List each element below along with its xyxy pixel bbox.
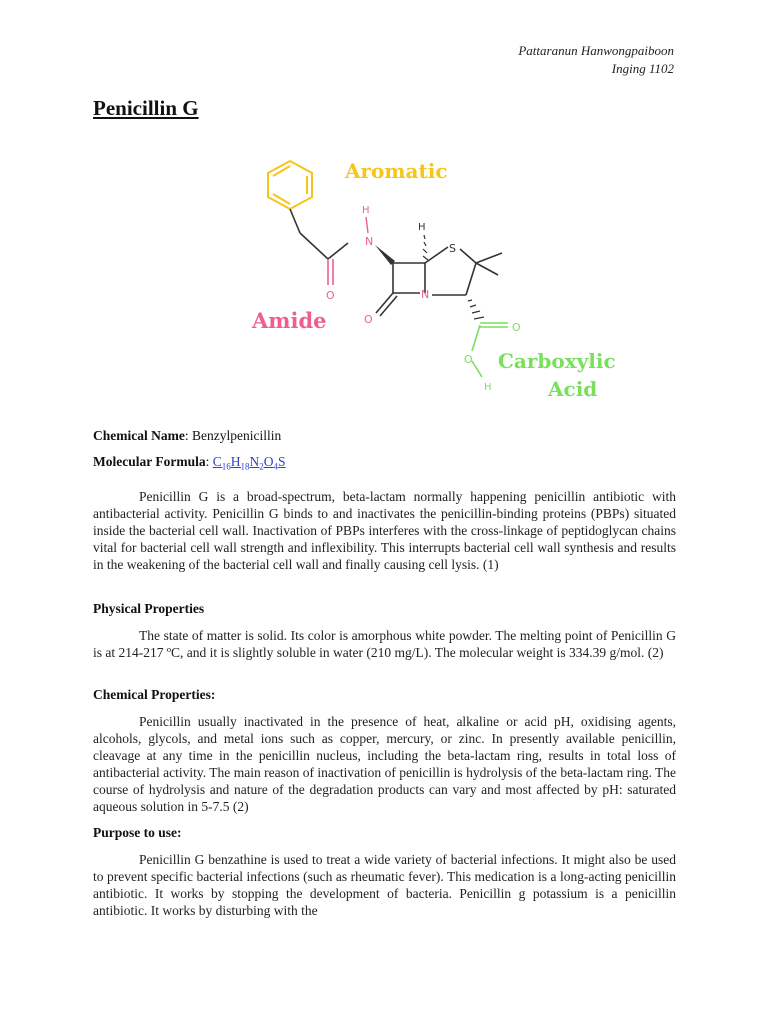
molecular-formula-row: Molecular Formula: $C_{16}H_{18}N_2O_4S$ bbox=[93, 454, 286, 472]
hashed-bond bbox=[468, 300, 484, 319]
purpose-paragraph: Penicillin G benzathine is used to treat a wide variety of bacterial infections. It might also be used to prevent specific bacterial infections (such as rheumatic fever). This medication is a long-acting penicillin antibiotic. It works by stopping the development of bacteria. Penicillin g potassium is a penicillin antibiotic. It works by disturbing with the bbox=[93, 852, 676, 918]
atom-n-amide: N bbox=[365, 235, 374, 248]
amide-bonds bbox=[328, 259, 333, 285]
purpose-heading: Purpose to use: bbox=[93, 825, 182, 840]
molecular-formula-label: Molecular Formula bbox=[93, 454, 206, 469]
thiazolidine-ring bbox=[425, 247, 502, 295]
atom-h-amide: H bbox=[362, 205, 370, 216]
course-code: Inging 1102 bbox=[611, 61, 674, 76]
atom-o-hydroxyl: O bbox=[464, 353, 473, 366]
label-aromatic: Aromatic bbox=[345, 159, 448, 183]
wedge-bond bbox=[375, 245, 395, 265]
chemical-properties-heading: Chemical Properties: bbox=[93, 687, 216, 702]
penicillin-structure-diagram bbox=[240, 135, 670, 405]
author-name: Pattaranun Hanwongpaiboon bbox=[518, 43, 674, 58]
physical-properties-paragraph: The state of matter is solid. Its color is amorphous white powder. The melting point of Penicillin G is at 214-217 ºC, and it is slightly soluble in water (210 mg/L). The molecular weight is 334.39 g/mol. (2) bbox=[93, 628, 676, 660]
label-acid: Acid bbox=[548, 377, 598, 401]
atom-o-carboxyl: O bbox=[512, 321, 521, 334]
physical-properties-heading: Physical Properties bbox=[93, 601, 205, 616]
chain-bonds bbox=[290, 209, 348, 259]
intro-paragraph: Penicillin G is a broad-spectrum, beta-lactam normally happening penicillin antibiotic with antibacterial activity. Penicillin G binds to and inactivates the penicillin-binding proteins (PBPs) situated inside the bacterial cell wall. Inactivation of PBPs interferes with the cross-linkage of peptidoglycan chains vital for bacterial cell wall strength and inflexibility. This interrupts bacterial cell wall synthesis and results in the weakening of the bacterial cell wall and finally causing cell lysis. (1) bbox=[93, 489, 676, 572]
chemical-name-value: Benzylpenicillin bbox=[192, 428, 282, 443]
label-carboxylic: Carboxylic bbox=[498, 349, 616, 373]
aromatic-ring bbox=[268, 161, 312, 209]
chemical-name-label: Chemical Name bbox=[93, 428, 185, 443]
label-amide: Amide bbox=[252, 308, 327, 333]
atom-s: S bbox=[449, 242, 456, 255]
chemical-name-row: Chemical Name: Benzylpenicillin bbox=[93, 428, 282, 443]
atom-n-ring: N bbox=[421, 288, 430, 301]
molecular-formula-link[interactable]: $C_{16}H_{18}N_2O_4S$ bbox=[212, 454, 286, 472]
beta-lactam-ring bbox=[376, 263, 425, 316]
atom-o-amide: O bbox=[326, 289, 335, 302]
author-block bbox=[518, 42, 674, 78]
atom-h-hydroxyl: H bbox=[484, 382, 492, 393]
atom-o-lactam: O bbox=[364, 313, 373, 326]
atom-h-ring: H bbox=[418, 222, 426, 233]
page-title: Penicillin G bbox=[93, 96, 199, 120]
chemical-properties-paragraph: Penicillin usually inactivated in the presence of heat, alkaline or acid pH, oxidising agents, alcohols, glycols, and metal ions such as copper, mercury, or zinc. In presently available penicillin, cleavage at any time in the penicillin nucleus, including the beta-lactam ring, results in total loss of antibacterial activity. The main reason of inactivation of penicillin is hydrolysis of the beta-lactam ring. The course of hydrolysis and nature of the degradation products can vary and most affected by pH: saturated aqueous solution in 5-7.5 (2) bbox=[93, 714, 676, 814]
